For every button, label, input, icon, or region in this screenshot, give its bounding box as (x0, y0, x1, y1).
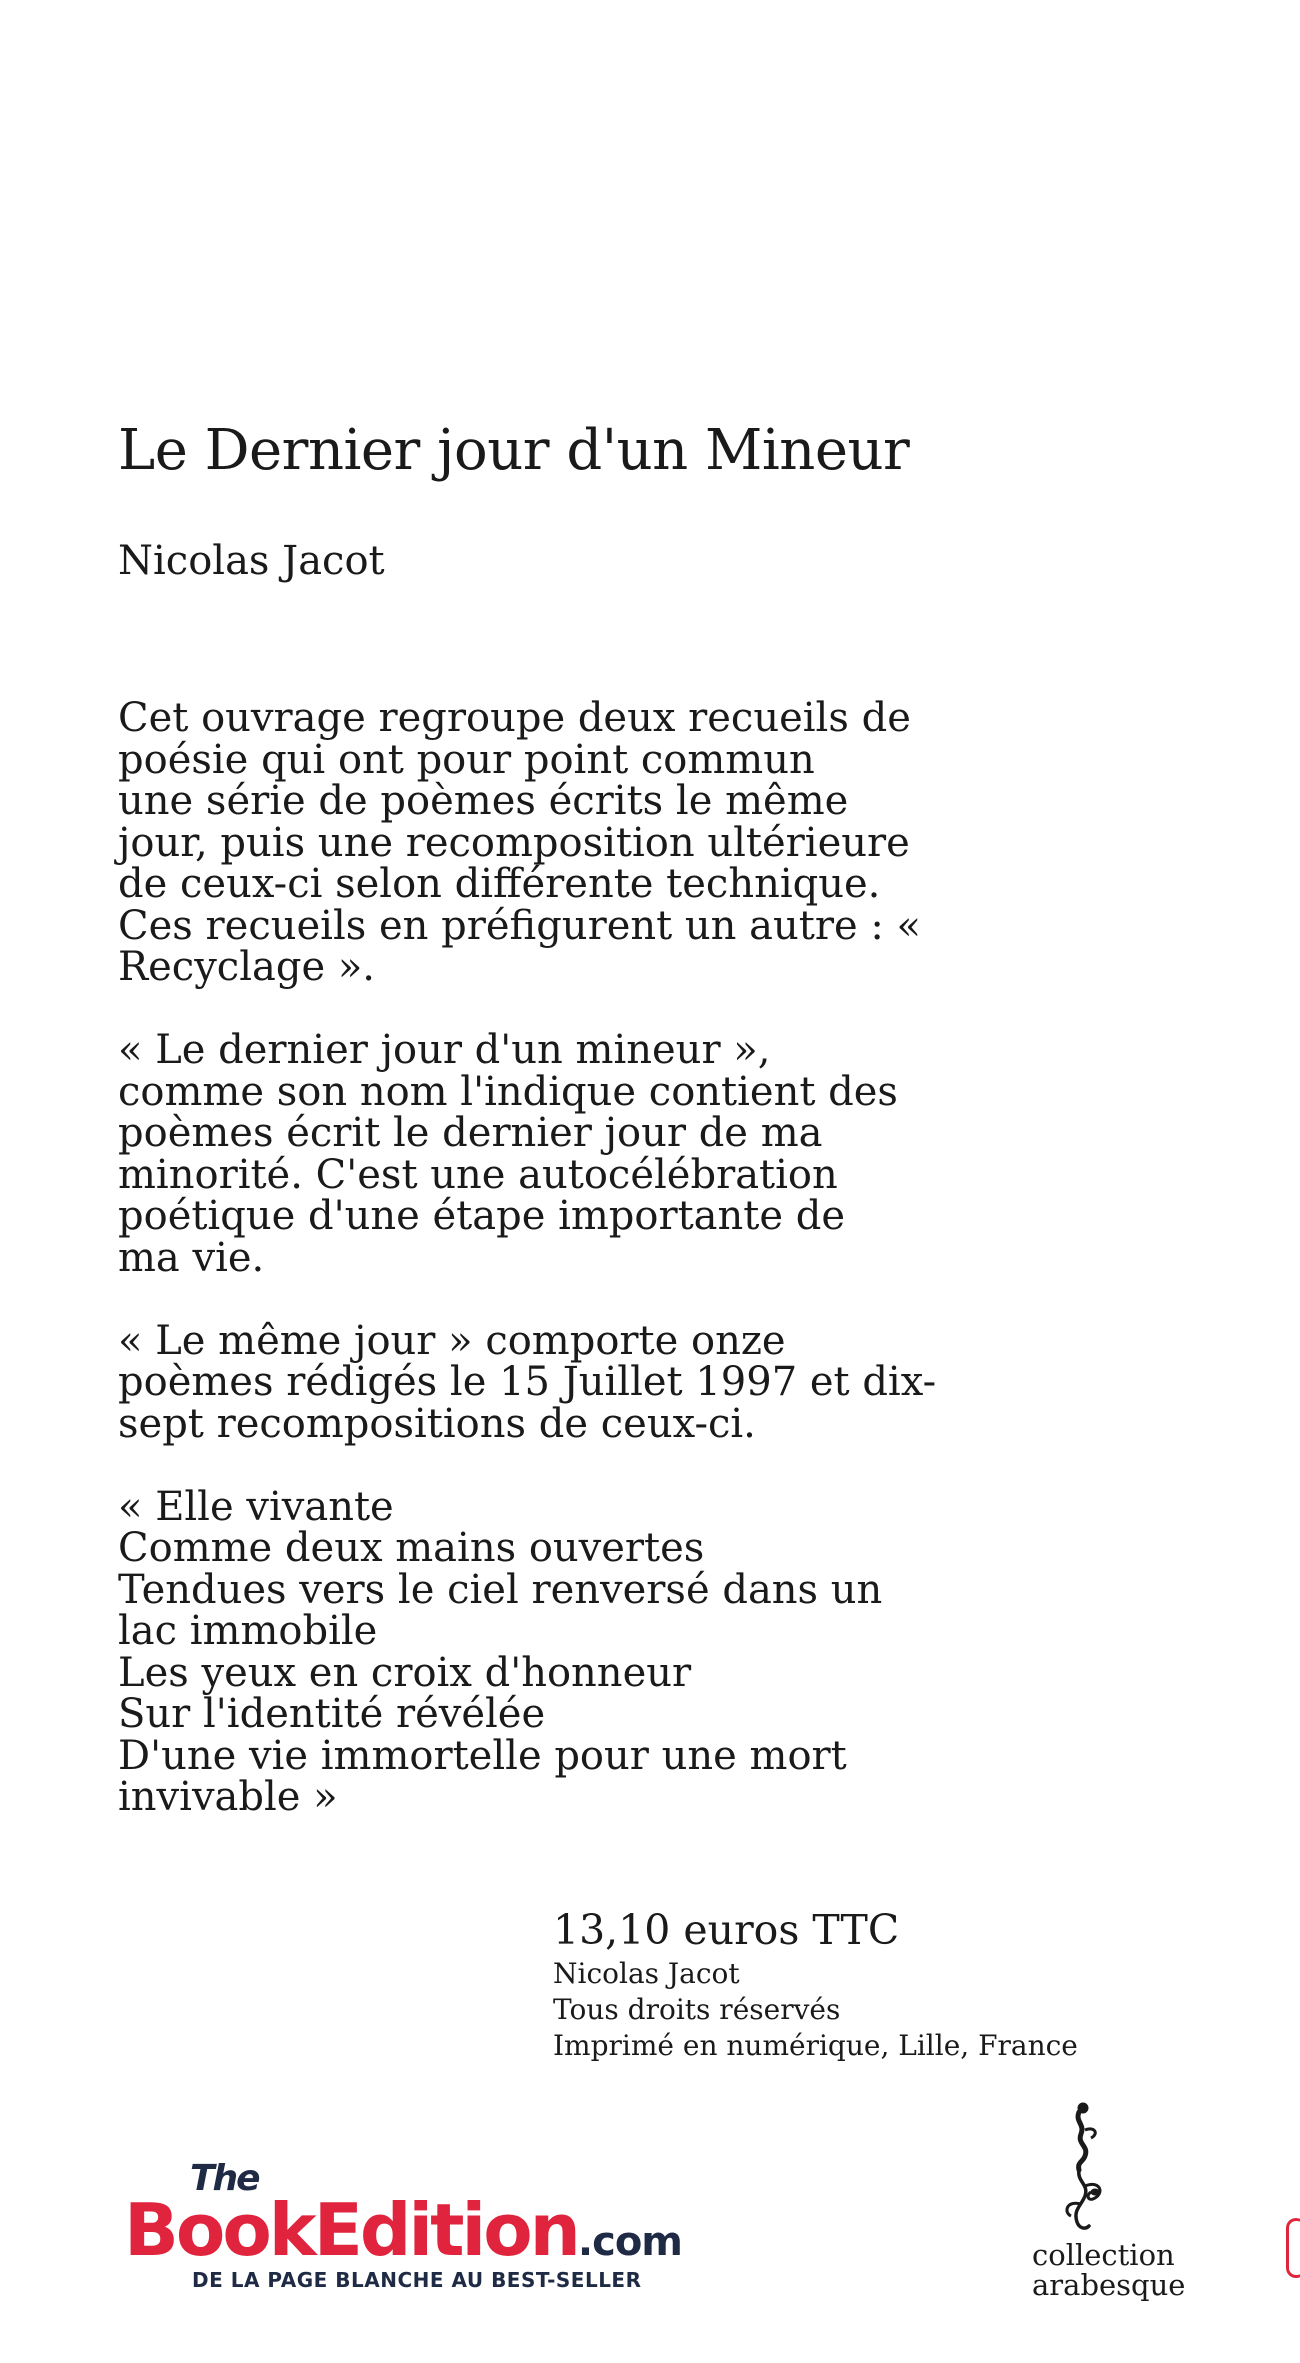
blurb-line: « Le dernier jour d'un mineur », (118, 1027, 771, 1073)
poem-line: Comme deux mains ouvertes (118, 1525, 705, 1571)
blurb-paragraph (118, 695, 978, 990)
blurb-line: poétique d'une étape importante de (118, 1193, 846, 1239)
blurb-line: minorité. C'est une autocélébration (118, 1151, 838, 1198)
blurb-line: une série de poèmes écrits le même (118, 778, 849, 824)
blurb-line: Ces recueils en préfigurent un autre : « (118, 902, 922, 949)
ornamental-figure-icon (1055, 2100, 1115, 2240)
book-author: Nicolas Jacot (118, 538, 385, 584)
poem-line: Sur l'identité révélée (118, 1691, 546, 1737)
blurb-paragraph (118, 1027, 978, 1281)
poem-line: lac immobile (118, 1608, 378, 1654)
poem-line: Tendues vers le ciel renversé dans un (118, 1566, 883, 1613)
price: 13,10 euros TTC (553, 1906, 900, 1954)
collection-line-2: arabesque (1032, 2268, 1186, 2302)
collection-arabesque-logo (1010, 2100, 1210, 2320)
blurb-line: de ceux-ci selon différente technique. (118, 861, 881, 907)
logo-the: The (190, 2158, 259, 2199)
blurb-line: « Le même jour » comporte onze (118, 1317, 786, 1364)
logo-wordmark (124, 2188, 682, 2272)
imprint-printed: Imprimé en numérique, Lille, France (553, 2029, 1078, 2062)
logo-brand: BookEdition (124, 2188, 578, 2272)
blurb-paragraph (118, 1317, 978, 1447)
imprint-rights: Tous droits réservés (553, 1993, 841, 2026)
imprint-block (553, 1904, 1078, 2064)
poem-line: invivable » (118, 1774, 338, 1820)
blurb-line: sept recompositions de ceux-ci. (118, 1400, 756, 1447)
bookedition-logo (124, 2158, 704, 2298)
blurb-poem-excerpt (118, 1483, 978, 1820)
poem-line: D'une vie immortelle pour une mort (118, 1732, 847, 1779)
back-cover-blurb (118, 695, 978, 1860)
logo-domain: .com (577, 2219, 682, 2265)
poem-line: « Elle vivante (118, 1483, 394, 1530)
blurb-line: ma vie. (118, 1234, 265, 1281)
blurb-line: comme son nom l'indique contient des (118, 1068, 898, 1115)
blurb-line: poésie qui ont pour point commun (118, 736, 815, 783)
book-title: Le Dernier jour d'un Mineur (118, 418, 910, 483)
blurb-line: Cet ouvrage regroupe deux recueils de (118, 695, 911, 741)
blurb-line: poèmes écrit le dernier jour de ma (118, 1110, 823, 1156)
poem-line: Les yeux en croix d'honneur (118, 1649, 692, 1696)
collection-name (1032, 2240, 1185, 2300)
collection-line-1: collection (1032, 2238, 1175, 2272)
imprint-author: Nicolas Jacot (553, 1957, 740, 1990)
blurb-line: Recyclage ». (118, 944, 376, 990)
blurb-line: poèmes rédigés le 15 Juillet 1997 et dix- (118, 1359, 937, 1405)
logo-tagline: DE LA PAGE BLANCHE AU BEST-SELLER (192, 2268, 642, 2292)
blurb-line: jour, puis une recomposition ultérieure (118, 819, 910, 866)
edge-mark (1286, 2218, 1300, 2278)
